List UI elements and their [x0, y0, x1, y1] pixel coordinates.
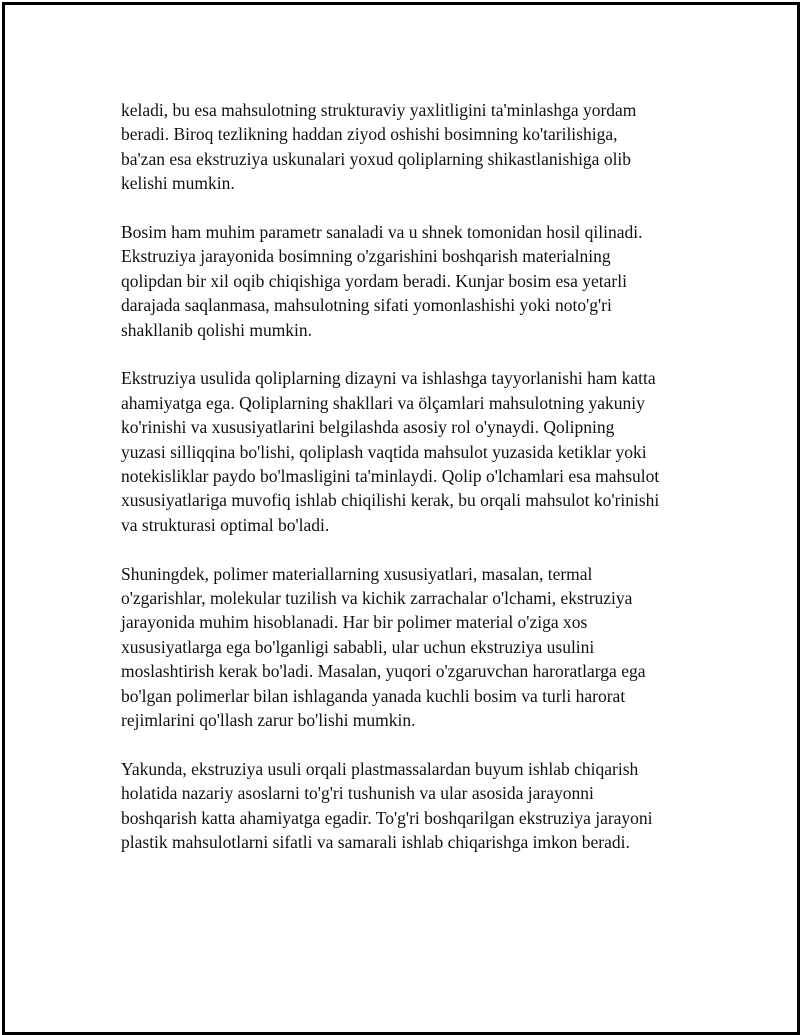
text-line: ahamiyatga ega. Qoliplarning shakllari va ölçamlari mahsulotning yakuniy	[121, 392, 645, 413]
text-line: Bosim ham muhim parametr sanaladi va u shnek tomonidan hosil qilinadi.	[121, 222, 643, 243]
text-line: xususiyatlariga muvofiq ishlab chiqilishi kerak, bu orqali mahsulot ko'rinishi	[121, 490, 660, 511]
text-line: plastik mahsulotlarni sifatli va samarali ishlab chiqarishga imkon beradi.	[121, 832, 630, 853]
paragraph-2	[121, 220, 711, 342]
text-line: keladi, bu esa mahsulotning strukturaviy yaxlitligini ta'minlashga yordam	[121, 100, 637, 120]
text-line: Shuningdek, polimer materiallarning xususiyatlari, masalan, termal	[121, 563, 593, 584]
text-line: kelishi mumkin.	[121, 173, 235, 194]
document-body	[121, 98, 711, 879]
paragraph-4	[121, 562, 711, 733]
paragraph-3	[121, 366, 711, 537]
text-line: boshqarish katta ahamiyatga egadir. To'g'ri boshqarilgan ekstruziya jarayoni	[121, 807, 653, 828]
text-line: Yakunda, ekstruziya usuli orqali plastmassalardan buyum ishlab chiqarish	[121, 758, 639, 779]
text-line: beradi. Biroq tezlikning haddan ziyod oshishi bosimning ko'tarilishiga,	[121, 124, 618, 145]
text-line: o'zgarishlar, molekular tuzilish va kichik zarrachalar o'lchami, ekstruziya	[121, 588, 633, 609]
paragraph-5	[121, 757, 711, 855]
text-line: yuzasi silliqqina bo'lishi, qoliplash vaqtida mahsulot yuzasida ketiklar yoki	[121, 441, 647, 462]
page-frame	[2, 2, 800, 1035]
text-line: notekisliklar paydo bo'lmasligini ta'minlaydi. Qolip o'lchamlari esa mahsulot	[121, 466, 660, 487]
text-line: holatida nazariy asoslarni to'g'ri tushunish va ular asosida jarayonni	[121, 783, 594, 804]
text-line: shakllanib qolishi mumkin.	[121, 319, 313, 340]
text-line: moslashtirish kerak bo'ladi. Masalan, yuqori o'zgaruvchan haroratlarga ega	[121, 661, 646, 682]
text-line: bo'lgan polimerlar bilan ishlaganda yanada kuchli bosim va turli harorat	[121, 685, 626, 706]
text-line: ba'zan esa ekstruziya uskunalari yoxud qoliplarning shikastlanishiga olib	[121, 148, 632, 169]
text-line: va strukturasi optimal bo'ladi.	[121, 514, 330, 535]
text-line: ko'rinishi va xususiyatlarini belgilashda asosiy rol o'ynaydi. Qolipning	[121, 417, 615, 438]
paragraph-1	[121, 98, 711, 196]
text-line: darajada saqlanmasa, mahsulotning sifati yomonlashishi yoki noto'g'ri	[121, 295, 612, 316]
text-line: Ekstruziya jarayonida bosimning o'zgarishini boshqarish materialning	[121, 246, 611, 267]
text-line: rejimlarini qo'llash zarur bo'lishi mumkin.	[121, 710, 416, 731]
text-line: qolipdan bir xil oqib chiqishiga yordam beradi. Kunjar bosim esa yetarli	[121, 270, 627, 291]
text-line: jarayonida muhim hisoblanadi. Har bir polimer material o'ziga xos	[121, 612, 588, 633]
text-line: Ekstruziya usulida qoliplarning dizayni va ishlashga tayyorlanishi ham katta	[121, 368, 656, 389]
text-line: xususiyatlarga ega bo'lganligi sababli, ular uchun ekstruziya usulini	[121, 636, 595, 657]
